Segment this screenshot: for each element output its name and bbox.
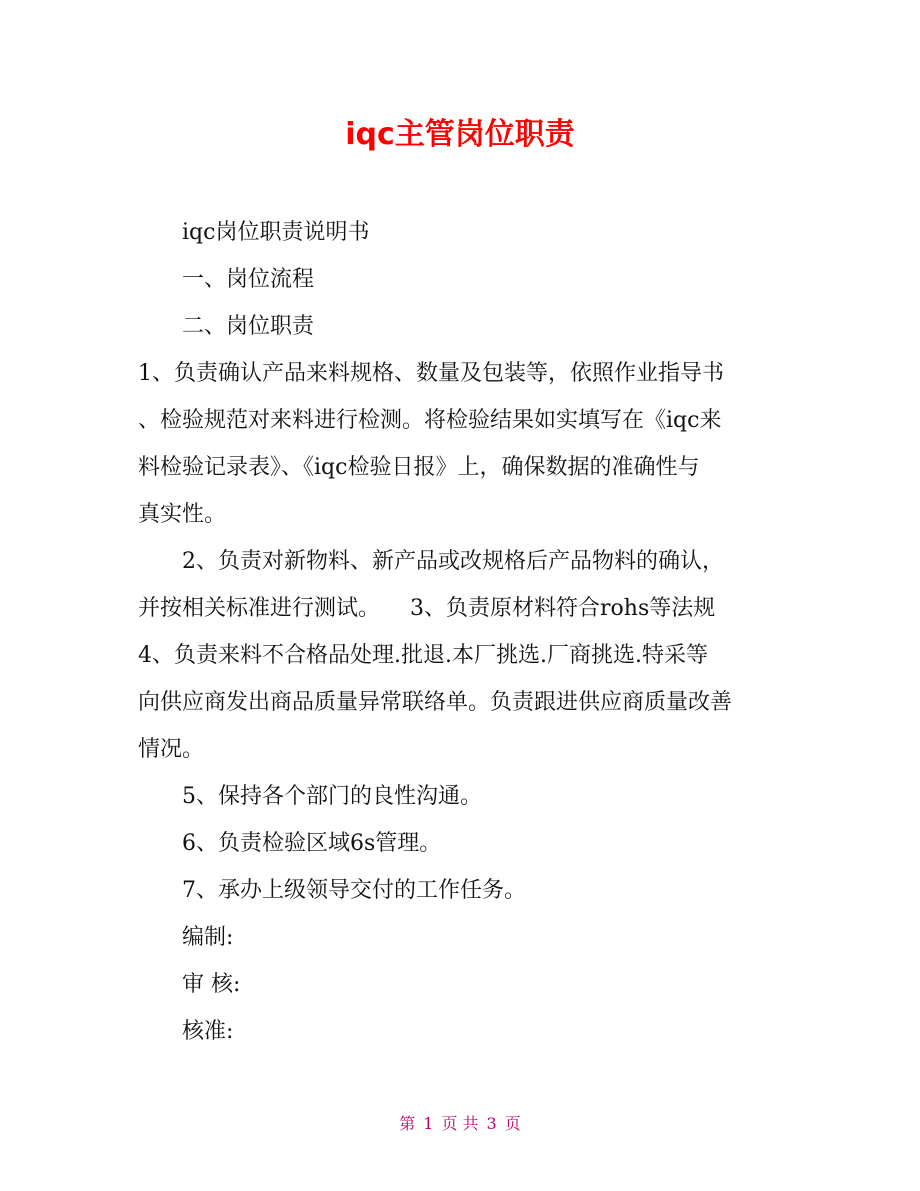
- footer-prefix: 第: [399, 1114, 416, 1133]
- duty-2-line-1: 2、负责对新物料、新产品或改规格后产品物料的确认，: [182, 549, 724, 574]
- duty-1-line-3: 料检验记录表》、《iqc检验日报》上，确保数据的准确性与: [138, 455, 700, 480]
- duty-6: 6、负责检验区域6s管理。: [182, 831, 442, 856]
- duty-4-line-3: 情况。: [138, 737, 205, 762]
- footer-middle: 页 共: [441, 1114, 479, 1133]
- duty-4-line-1: 4、负责来料不合格品处理.批退.本厂挑选.厂商挑选.特采等: [138, 643, 708, 668]
- duty-3: 3、负责原材料符合rohs等法规: [410, 596, 716, 621]
- duty-1-line-1: 1、负责确认产品来料规格、数量及包装等，依照作业指导书: [138, 361, 724, 386]
- signature-prepared-by: 编制:: [182, 925, 234, 950]
- signature-approved-by: 核准:: [182, 1019, 234, 1044]
- footer-suffix: 页: [504, 1114, 521, 1133]
- duty-2-3-line: [138, 585, 786, 632]
- duty-4-line-2: 向供应商发出商品质量异常联络单。负责跟进供应商质量改善: [138, 690, 733, 715]
- footer-page-number: 1: [423, 1114, 434, 1133]
- section-heading-process: 一、岗位流程: [182, 267, 315, 292]
- duty-2-line-2: 并按相关标准进行测试。: [138, 596, 381, 621]
- duty-1-line-2: 、检验规范对来料进行检测。将检验结果如实填写在《iqc来: [138, 408, 722, 433]
- document-title: iqc主管岗位职责: [345, 117, 575, 152]
- doc-subtitle: iqc岗位职责说明书: [182, 220, 370, 245]
- duty-7: 7、承办上级领导交付的工作任务。: [182, 878, 526, 903]
- footer-total-pages: 3: [486, 1114, 497, 1133]
- page-footer: [0, 1112, 920, 1136]
- duty-5: 5、保持各个部门的良性沟通。: [182, 784, 482, 809]
- duty-1-line-4: 真实性。: [138, 502, 227, 527]
- document-body: [138, 209, 786, 1055]
- section-heading-duties: 二、岗位职责: [182, 314, 315, 339]
- signature-reviewed-by: 审 核:: [182, 972, 241, 997]
